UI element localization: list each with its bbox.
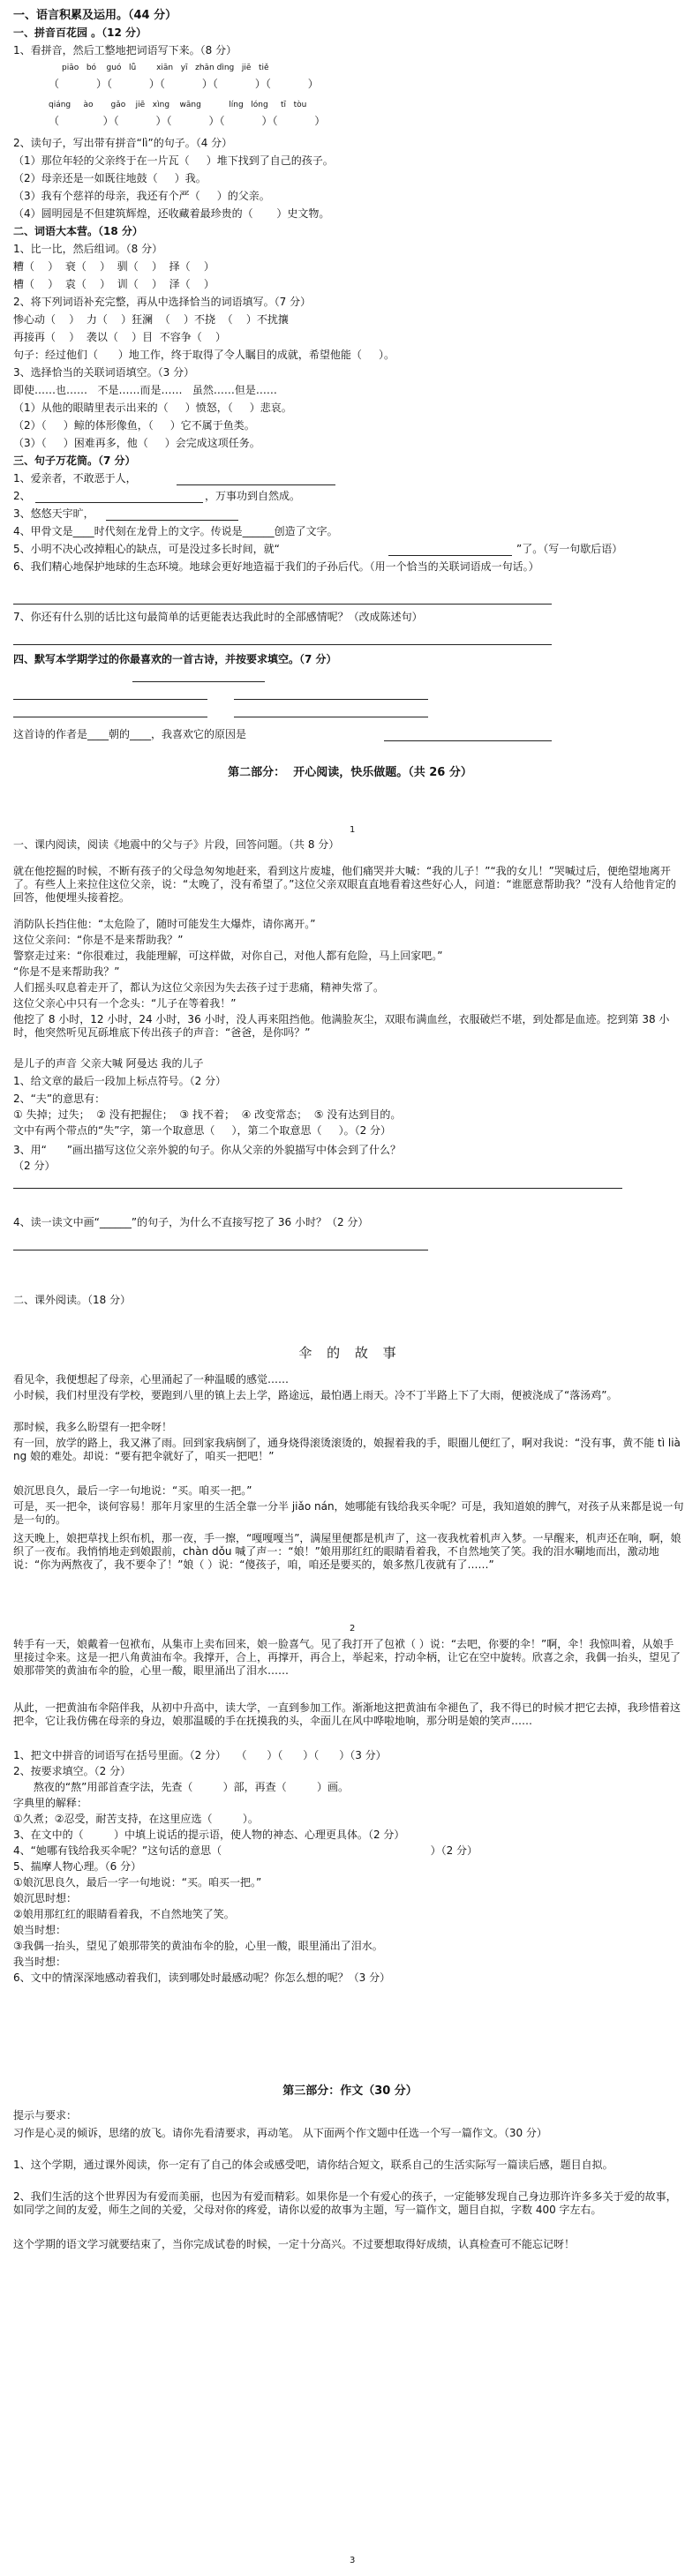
question: 1、给文章的最后一段加上标点符号。（2 分）: [13, 1075, 227, 1087]
question-item: （4）圆明园是不但建筑辉煌，还收藏着最珍贵的（ ）史文物。: [13, 207, 330, 220]
question-item: 我当时想：: [13, 1956, 67, 1968]
question: 一、课内阅读，阅读《地震中的父与子》片段，回答问题。（共 8 分）: [13, 838, 340, 851]
subsection-heading: 三、句子万花筒。（7 分）: [13, 454, 136, 467]
question-item: 字典里的解释：: [13, 1797, 88, 1809]
question-item: 7、你还有什么别的话比这句最简单的话更能表达我此时的全部感情呢？（改成陈述句）: [13, 611, 423, 623]
section-heading: 一、语言积累及运用。（44 分）: [13, 9, 177, 22]
passage-paragraph: 这位父亲问：“你是不是来帮助我？”: [13, 934, 184, 946]
answer-line: [388, 555, 512, 556]
passage-paragraph: 这位父亲心中只有一个念头：“儿子在等着我！”: [13, 997, 237, 1010]
question-item: ，万事功到自然成。: [205, 490, 301, 502]
question-item: （1）那位年轻的父亲终于在一片瓦（ ）堆下找到了自己的孩子。: [13, 154, 334, 167]
question-item: ①久煮；②忍受，耐苦支持，在这里应选（ ）。: [13, 1813, 259, 1825]
question-item: 6、我们精心地保护地球的生态环境。地球会更好地造福于我们的子孙后代。（用一个恰当的关联词语成一句话。）: [13, 560, 539, 573]
question-item: 槽（ ） 袁（ ） 训（ ） 泽（ ）: [13, 278, 215, 290]
answer-line: [106, 520, 238, 521]
composition-note: 这个学期的语文学习就要结束了，当你完成试卷的时候，一定十分高兴。不过要想取得好成绩，认真检查可不能忘记呀！: [13, 2238, 576, 2250]
question: 4、读一读文中画“______”的句子，为什么不直接写挖了 36 小时？（2 分）: [13, 1216, 369, 1228]
answer-line: [132, 681, 265, 682]
question: 2、“夫”的意思有：: [13, 1093, 106, 1105]
passage-paragraph: 有一回，放学的路上，我又淋了雨。回到家我病倒了，通身烧得滚烫滚烫的，娘握着我的手，眼圈儿便红了，啊对我说：“没有事，黄不能 tì liàng 娘的难处。却说：“要有把伞就好了，咱买一把吧！”: [13, 1437, 681, 1462]
passage-paragraph: 小时候，我们村里没有学校，要跑到八里的镇上去上学，路途远，最怕遇上雨天。冷不丁半路上下了大雨，便被浇成了“落汤鸡”。: [13, 1389, 618, 1401]
question-item: 5、小明不决心改掉粗心的缺点，可是没过多长时间，就“: [13, 543, 280, 555]
answer-line: [13, 699, 207, 700]
passage-paragraph: 消防队长挡住他：“太危险了，随时可能发生大爆炸，请你离开。”: [13, 918, 316, 930]
question: 2、将下列词语补充完整，再从中选择恰当的词语填写。（7 分）: [13, 296, 312, 308]
question-item: 4、甲骨文是____时代刻在龙骨上的文字。传说是______创造了文字。: [13, 525, 338, 537]
question: 3、用“ ”画出描写这位父亲外貌的句子。你从父亲的外貌描写中体会到了什么？: [13, 1144, 401, 1156]
question: 6、文中的情深深地感动着我们，读到哪处时最感动呢？你怎么想的呢？（3 分）: [13, 1971, 391, 1984]
question-item: （2）母亲还是一如既往地鼓（ ）我。: [13, 172, 207, 184]
passage-paragraph: 人们摇头叹息着走开了，都认为这位父亲因为失去孩子过于悲痛，精神失常了。: [13, 981, 385, 994]
answer-line: [234, 699, 428, 700]
passage-paragraph: 转手有一天，娘戴着一包袱布，从集市上卖布回来，娘一脸喜气。见了我打开了包袱（ ）说：“去吧，你要的伞！”啊，伞！我惊叫着，从娘手里接过伞来。这是一把八角黄油布伞。我撑开，合上，再撑开，再合上，举起来，拧动伞柄，让它在空中旋转。欣喜之余，我偶一抬头，望见了娘那带笑的黄油布伞的脸，心里一酸，眼里涌出了泪水……: [13, 1638, 681, 1677]
section-heading: 第三部分：作文（30 分）: [282, 2084, 418, 2098]
passage-paragraph: “你是不是来帮助我？”: [13, 965, 120, 978]
question: 2、按要求填空。（2 分）: [13, 1765, 132, 1777]
question-item: ① 失掉；过失； ② 没有把握住； ③ 找不着； ④ 改变常态； ⑤ 没有达到目的。: [13, 1108, 402, 1121]
question-item: （3）我有个慈祥的母亲，我还有个严（ ）的父亲。: [13, 190, 270, 202]
answer-brackets: （ ）（ ）（ ）（ ）（ ）: [49, 78, 319, 90]
question-item: （1）从他的眼睛里表示出来的（ ）愤怒，（ ）悲哀。: [13, 402, 292, 414]
story-title: 伞 的 故 事: [298, 1345, 402, 1361]
passage-paragraph: 就在他挖掘的时候，不断有孩子的父母急匆匆地赶来，看到这片废墟，他们痛哭并大喊：“我的儿子！”“我的女儿！”哭喊过后，便绝望地离开了。有些人上来拉住这位父亲，说：“太晚了，没有希望了。”这位父亲双眼直直地看着这些好心人，问道：“谁愿意帮助我？”没有人给他肯定的回答，他便埋头接着挖。: [13, 865, 676, 904]
question-item: 熬夜的“熬”用部首查字法，先查（ ）部，再查（ ）画。: [13, 1781, 349, 1793]
question-item: （2）（ ）鲸的体形像鱼，（ ）它不属于鱼类。: [13, 419, 255, 432]
page-number: 1: [350, 825, 356, 835]
question-item: 文中有两个带点的“失”字，第一个取意思（ ），第二个取意思（ ）。（2 分）: [13, 1124, 392, 1137]
passage-paragraph: 这天晚上，娘把草找上织布机，那一夜，手一擦，“嘎嘎嘎当”，满屋里便都是机声了，这一夜我枕着机声入梦。一早醒来，机声还在响，啊，娘织了一夜布。我悄悄地走到娘跟前，chàn dǒu 喊了声一：“娘！”娘用那红红的眼睛看着我，不自然地笑了笑。我的泪水唰地而出，激动地说：“你为两熬夜了，我不要伞了！”娘（ ）说：“傻孩子，咱，咱还是要买的，娘多熬几夜就有了……”: [13, 1532, 681, 1571]
question: 3、在文中的（ ）中填上说话的提示语，使人物的神态、心理更具体。（2 分）: [13, 1829, 405, 1841]
answer-brackets: （ ）（ ）（ ）（ ）（ ）: [49, 115, 326, 127]
question-item: ①娘沉思良久，最后一字一句地说：“买。咱买一把。”: [13, 1876, 262, 1889]
page-number: 2: [350, 1624, 356, 1633]
section-heading: 第二部分： 开心阅读，快乐做题。（共 26 分）: [228, 766, 472, 779]
pinyin-row: piāo bó guó lǚ xiān yī zhān dìng jiē tiě: [62, 64, 269, 72]
page-number: 3: [350, 2556, 356, 2565]
passage-paragraph: 可是，买一把伞，谈何容易！那年月家里的生活全靠一分半 jiǎo nán，她哪能有钱给我买伞呢？可是，我知道娘的脾气，对孩子从来都是说一句是一句的。: [13, 1500, 684, 1526]
question-item: 娘当时想：: [13, 1924, 67, 1936]
answer-line: [177, 484, 335, 485]
subsection-heading: 四、默写本学期学过的你最喜欢的一首古诗，并按要求填空。（7 分）: [13, 653, 337, 665]
answer-line: [13, 644, 552, 645]
question: 1、把文中拼音的词语写在括号里面。（2 分） （ ）（ ）（ ）（3 分）: [13, 1749, 387, 1761]
question: 2、读句子，写出带有拼音“lì”的句子。（4 分）: [13, 137, 233, 149]
answer-line: [35, 502, 203, 503]
question-item: 2、: [13, 490, 31, 502]
subsection-heading: 一、拼音百花园 。（12 分）: [13, 26, 147, 39]
question-item: 惨心动（ ） 力（ ）狂澜 （ ）不挠 （ ）不扰攘: [13, 313, 289, 326]
question-item: 再接再（ ） 袭以（ ）目 不容争（ ）: [13, 331, 227, 343]
answer-line: [13, 604, 552, 605]
subsection-heading: 二、词语大本营。（18 分）: [13, 225, 143, 237]
passage-paragraph: 是儿子的声音 父亲大喊 阿曼达 我的儿子: [13, 1057, 204, 1070]
question-item: （3）（ ）困难再多，他（ ）会完成这项任务。: [13, 437, 260, 449]
question: 1、比一比，然后组词。（8 分）: [13, 243, 163, 255]
answer-line: [384, 740, 552, 741]
question-item: 1、爱亲者，不敢恶于人，: [13, 472, 137, 484]
question: 3、选择恰当的关联词语填空。（3 分）: [13, 366, 195, 379]
question: 二、课外阅读。（18 分）: [13, 1294, 132, 1306]
question-item: 即使……也…… 不是……而是…… 虽然……但是……: [13, 384, 277, 396]
question: 4、“她哪有钱给我买伞呢？”这句话的意思（ ）（2 分）: [13, 1844, 478, 1857]
question-item: ”了。（写一句歇后语）: [516, 543, 623, 555]
passage-paragraph: 娘沉思良久，最后一字一句地说：“买。咱买一把。”: [13, 1484, 252, 1497]
question-item: 句子：经过他们（ ）地工作，终于取得了令人瞩目的成就，希望他能（ ）。: [13, 349, 395, 361]
question-item: （2 分）: [13, 1160, 56, 1172]
question: 5、揣摩人物心理。（6 分）: [13, 1860, 142, 1873]
question-item: 糟（ ） 衰（ ） 驯（ ） 择（ ）: [13, 260, 215, 273]
question-item: 娘沉思时想：: [13, 1892, 78, 1904]
passage-paragraph: 他挖了 8 小时，12 小时，24 小时，36 小时，没人再来阻挡他。他满脸灰尘，双眼布满血丝，衣服破烂不堪，到处都是血迹。挖到第 38 小时，他突然听见瓦砾堆底下传出孩子的声音：“爸爸，是你吗？”: [13, 1013, 670, 1039]
question: 1、看拼音，然后工整地把词语写下来。（8 分）: [13, 44, 237, 56]
passage-paragraph: 警察走过来：“你很难过，我能理解，可这样做，对你自己，对他人都有危险，马上回家吧。”: [13, 950, 443, 962]
passage-paragraph: 那时候，我多么盼望有一把伞呀！: [13, 1421, 173, 1433]
passage-paragraph: 看见伞，我便想起了母亲，心里涌起了一种温暖的感觉……: [13, 1373, 290, 1386]
answer-line: [13, 1188, 622, 1189]
pinyin-row: qiáng ào gǎo jiē xìng wāng líng lóng tī tòu: [49, 101, 307, 109]
question-item: ③我偶一抬头，望见了娘那带笑的黄油布伞的脸，心里一酸，眼里涌出了泪水。: [13, 1940, 383, 1952]
composition-topic: 2、我们生活的这个世界因为有爱而美丽，也因为有爱而精彩。如果你是一个有爱心的孩子，一定能够发现自己身边那许许多多关于爱的故事，如同学之间的友爱，师生之间的关爱，父母对你的疼爱，请你以爱的故事为主题，写一篇作文，题目自拟，字数 400 字左右。: [13, 2190, 677, 2216]
passage-paragraph: 从此，一把黄油布伞陪伴我，从初中升高中，读大学，一直到参加工作。渐渐地这把黄油布伞褪色了，我不得已的时候才把它去掉，我珍惜着这把伞，它让我仿佛在母亲的身边，娘那温暖的手在抚摸我的头，伞面儿在风中哗啦地响，那分明是娘的笑声……: [13, 1701, 681, 1727]
question-item: ②娘用那红红的眼睛看着我，不自然地笑了笑。: [13, 1908, 235, 1920]
composition-topic: 1、这个学期，通过课外阅读，你一定有了自己的体会或感受吧，请你结合短文，联系自己的生活实际写一篇读后感，题目自拟。: [13, 2159, 613, 2171]
question-item: 这首诗的作者是____朝的____，我喜欢它的原因是: [13, 728, 247, 740]
question-item: 3、悠悠天宇旷，: [13, 507, 94, 520]
composition-tips: 提示与要求：: [13, 2109, 78, 2122]
composition-intro: 习作是心灵的倾诉，思绪的放飞。请你先看清要求，再动笔。 从下面两个作文题中任选一个写一篇作文。（30 分）: [13, 2127, 547, 2139]
